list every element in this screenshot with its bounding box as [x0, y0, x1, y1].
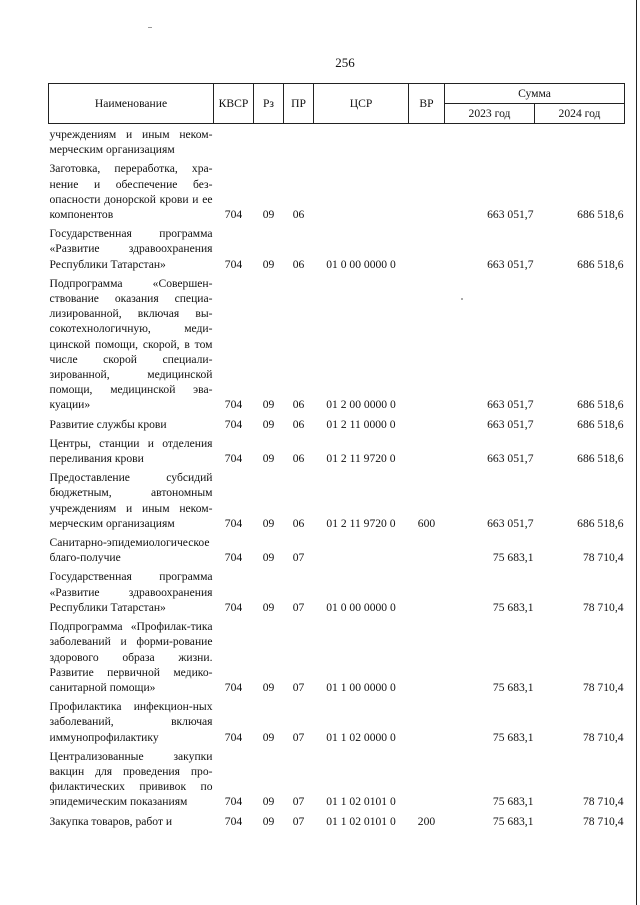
cell-rz: 09 [262, 730, 275, 744]
cell-rz: 09 [262, 398, 275, 412]
cell-sum-2024: 686 518,6 [577, 516, 624, 530]
cell-rz: 09 [262, 600, 275, 614]
page-number: 256 [335, 55, 355, 70]
cell-sum-2023 [445, 124, 535, 159]
cell-sum-2023: 75 683,1 [492, 551, 534, 565]
cell-csr: 01 1 02 0101 0 [326, 814, 396, 828]
cell-name: Подпрограмма «Совершен-ствование оказания специа-лизированной, включая вы-сокотехнологичную, меди-цинской помощи, скорой, в том числе скорой специали-зированной, медицинской помощи, медицинской эва-куации» [49, 276, 213, 412]
cell-kvsr: 704 [224, 795, 243, 809]
cell-name: Предоставление субсидий бюджетным, автономным учреждениям и иным неком-мерческим организациям [49, 471, 213, 530]
cell-pr: 07 [292, 600, 305, 614]
cell-sum-2023: 75 683,1 [492, 680, 534, 694]
cell-vr: 600 [417, 516, 436, 530]
cell-pr: 06 [292, 417, 305, 431]
cell-csr: 01 2 00 0000 0 [326, 398, 396, 412]
cell-kvsr: 704 [224, 600, 243, 614]
cell-sum-2024: 78 710,4 [582, 600, 624, 614]
col-header-pr: ПР [284, 84, 314, 124]
col-header-2024: 2024 год [535, 104, 625, 124]
cell-name: Централизованные закупки вакцин для проведения про-филактических прививок по эпидемическим показаниям [49, 749, 213, 809]
col-header-name: Наименование [49, 84, 214, 124]
cell-rz [254, 124, 284, 159]
cell-kvsr: 704 [224, 814, 243, 828]
cell-kvsr: 704 [224, 208, 243, 222]
cell-kvsr: 704 [224, 680, 243, 694]
cell-name: учреждениям и иным неком-мерческим организациям [49, 128, 213, 157]
cell-name: Профилактика инфекцион-ных заболеваний, включая иммунопрофилактику [49, 700, 213, 744]
cell-vr [409, 532, 445, 566]
table-row [49, 273, 625, 414]
cell-sum-2024: 686 518,6 [577, 208, 624, 222]
cell-csr [314, 158, 409, 223]
cell-vr [409, 433, 445, 467]
cell-pr: 06 [292, 398, 305, 412]
cell-rz: 09 [262, 257, 275, 271]
table-row [49, 433, 625, 467]
cell-sum-2023: 663 051,7 [487, 452, 534, 466]
table-row [49, 532, 625, 566]
cell-vr [409, 158, 445, 223]
page-edge-line [636, 0, 637, 905]
cell-sum-2024: 78 710,4 [582, 814, 624, 828]
cell-pr: 07 [292, 814, 305, 828]
table-row [49, 746, 625, 811]
cell-pr: 07 [292, 795, 305, 809]
cell-vr [409, 696, 445, 746]
cell-pr: 06 [292, 516, 305, 530]
cell-rz: 09 [262, 795, 275, 809]
cell-sum-2024: 686 518,6 [577, 417, 624, 431]
cell-kvsr: 704 [224, 417, 243, 431]
cell-vr [409, 223, 445, 273]
cell-sum-2024: 78 710,4 [582, 795, 624, 809]
col-header-2023: 2023 год [445, 104, 535, 124]
cell-kvsr: 704 [224, 398, 243, 412]
cell-kvsr: 704 [224, 452, 243, 466]
cell-sum-2023: 75 683,1 [492, 814, 534, 828]
table-body [49, 124, 625, 830]
cell-sum-2023: 663 051,7 [487, 208, 534, 222]
cell-csr: 01 2 11 0000 0 [326, 417, 396, 431]
cell-sum-2023: 663 051,7 [487, 417, 534, 431]
cell-pr [284, 124, 314, 159]
cell-rz: 09 [262, 208, 275, 222]
cell-rz: 09 [262, 516, 275, 530]
cell-csr: 01 0 00 0000 0 [326, 600, 396, 614]
scan-mark [148, 27, 152, 28]
cell-name: Развитие службы крови [49, 417, 167, 431]
cell-csr: 01 2 11 9720 0 [326, 452, 396, 466]
cell-vr [409, 616, 445, 696]
cell-name: Центры, станции и отделения переливания крови [49, 436, 213, 466]
col-header-rz: Рз [254, 84, 284, 124]
cell-sum-2023: 663 051,7 [487, 516, 534, 530]
table-row [49, 467, 625, 532]
cell-rz: 09 [262, 680, 275, 694]
cell-vr [409, 746, 445, 811]
cell-sum-2024 [535, 124, 625, 159]
table-header [49, 84, 625, 124]
col-header-kvsr: КВСР [214, 84, 254, 124]
table-row [49, 811, 625, 830]
col-header-vr: ВР [409, 84, 445, 124]
cell-csr: 01 1 02 0000 0 [326, 730, 396, 744]
cell-name: Государственная программа «Развитие здравоохранения Республики Татарстан» [49, 227, 213, 271]
cell-sum-2023: 75 683,1 [492, 795, 534, 809]
cell-pr: 07 [292, 680, 305, 694]
cell-sum-2024: 78 710,4 [582, 551, 624, 565]
cell-rz: 09 [262, 452, 275, 466]
cell-vr [409, 566, 445, 616]
cell-kvsr: 704 [224, 516, 243, 530]
cell-sum-2023: 663 051,7 [487, 398, 534, 412]
cell-pr: 07 [292, 730, 305, 744]
cell-name: Подпрограмма «Профилак-тика заболеваний и форми-рование здорового образа жизни. Развитие первичной медико-санитарной помощи» [49, 620, 213, 694]
table-row [49, 566, 625, 616]
cell-name: Закупка товаров, работ и [49, 814, 173, 828]
cell-kvsr: 704 [224, 551, 243, 565]
cell-csr [314, 532, 409, 566]
cell-pr: 06 [292, 452, 305, 466]
col-header-csr: ЦСР [314, 84, 409, 124]
table-row [49, 124, 625, 159]
cell-sum-2023: 75 683,1 [492, 600, 534, 614]
cell-vr [409, 414, 445, 433]
cell-kvsr [214, 124, 254, 159]
table-row [49, 158, 625, 223]
cell-sum-2024: 78 710,4 [582, 680, 624, 694]
cell-rz: 09 [262, 417, 275, 431]
cell-csr: 01 1 00 0000 0 [326, 680, 396, 694]
table-row [49, 616, 625, 696]
cell-name: Санитарно-эпидемиологическое благо-получие [49, 536, 210, 565]
col-header-sum: Сумма [445, 84, 625, 104]
cell-sum-2024: 78 710,4 [582, 730, 624, 744]
table-row [49, 223, 625, 273]
cell-rz: 09 [262, 814, 275, 828]
cell-vr [409, 273, 445, 414]
cell-csr [314, 124, 409, 159]
cell-pr: 06 [292, 208, 305, 222]
cell-csr: 01 1 02 0101 0 [326, 795, 396, 809]
cell-vr [409, 124, 445, 159]
cell-vr: 200 [417, 814, 436, 828]
cell-kvsr: 704 [224, 257, 243, 271]
cell-pr: 06 [292, 257, 305, 271]
cell-csr: 01 2 11 9720 0 [326, 516, 396, 530]
table-row [49, 696, 625, 746]
cell-kvsr: 704 [224, 730, 243, 744]
cell-sum-2023: 75 683,1 [492, 730, 534, 744]
budget-table [48, 83, 625, 830]
cell-sum-2024: 686 518,6 [577, 257, 624, 271]
cell-sum-2024: 686 518,6 [577, 398, 624, 412]
cell-sum-2024: 686 518,6 [577, 452, 624, 466]
table-row [49, 414, 625, 433]
cell-name: Заготовка, переработка, хра-нение и обеспечение без-опасности донорской крови и ее компонентов [49, 162, 213, 222]
cell-pr: 07 [292, 551, 305, 565]
cell-csr: 01 0 00 0000 0 [326, 257, 396, 271]
cell-name: Государственная программа «Развитие здравоохранения Республики Татарстан» [49, 570, 213, 614]
cell-rz: 09 [262, 551, 275, 565]
cell-sum-2023: 663 051,7 [487, 257, 534, 271]
